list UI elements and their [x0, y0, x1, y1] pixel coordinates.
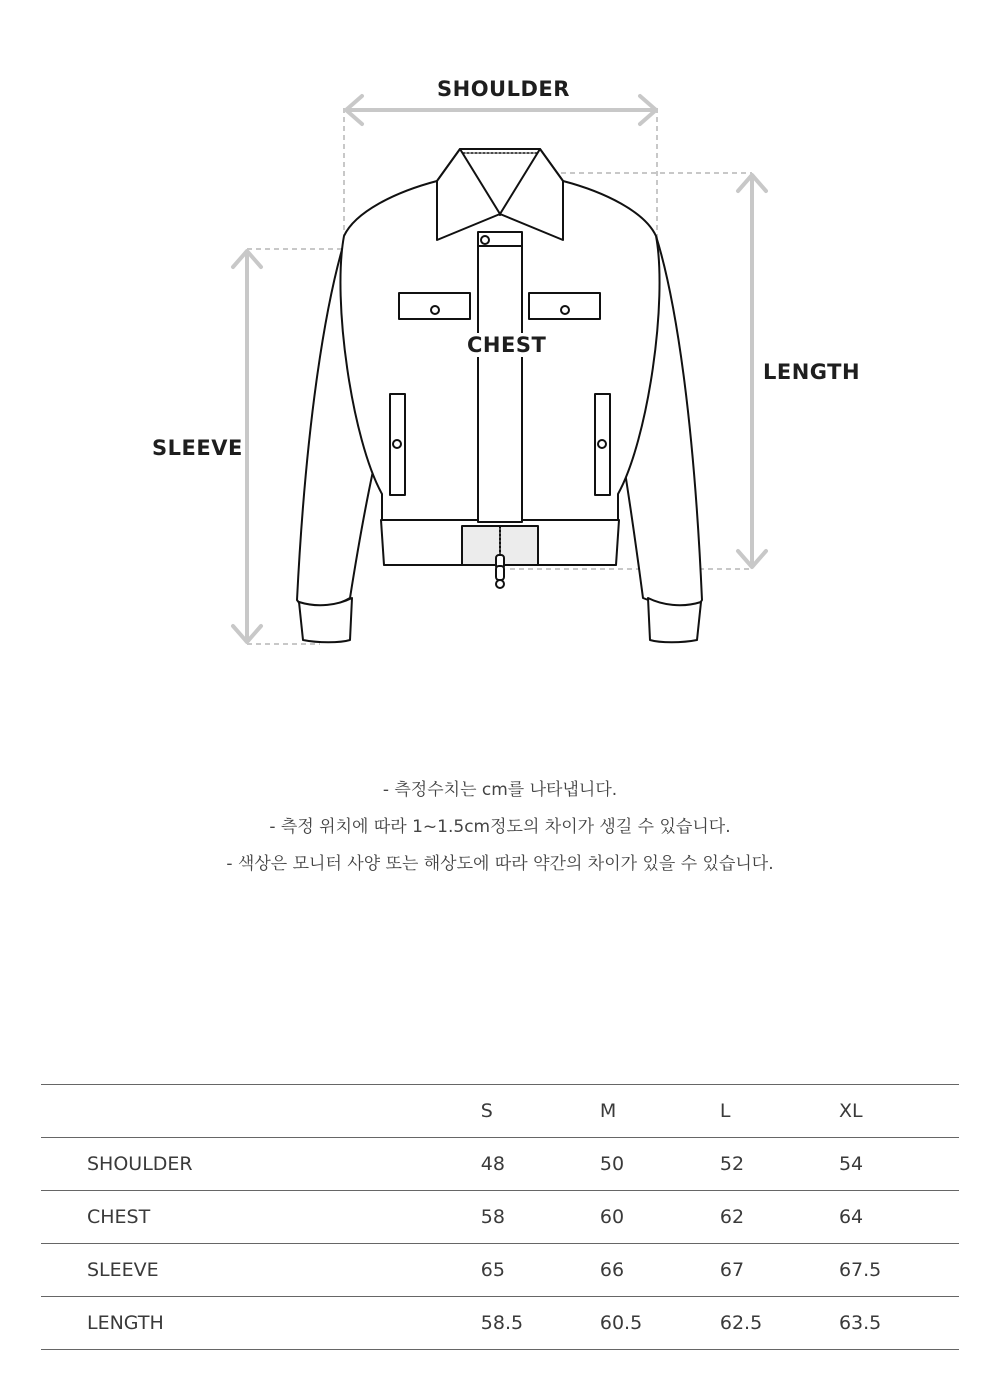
note-color: - 색상은 모니터 사양 또는 해상도에 따라 약간의 차이가 있을 수 있습니다. — [226, 854, 774, 874]
table-cell: 60.5 — [600, 1297, 720, 1350]
table-row — [41, 1297, 959, 1350]
table-cell: 63.5 — [839, 1297, 959, 1350]
table-cell: 48 — [481, 1138, 600, 1191]
table-cell: 65 — [481, 1244, 600, 1297]
measurement-notes — [0, 772, 1000, 883]
table-cell: 67.5 — [839, 1244, 959, 1297]
table-cell: 58 — [481, 1191, 600, 1244]
left-cuff — [299, 598, 352, 642]
zip-placket — [478, 232, 522, 522]
table-row — [41, 1191, 959, 1244]
header-size-l: L — [720, 1085, 839, 1138]
header-size-m: M — [600, 1085, 720, 1138]
table-row — [41, 1138, 959, 1191]
row-label: CHEST — [41, 1191, 481, 1244]
table-cell: 67 — [720, 1244, 839, 1297]
shoulder-label: SHOULDER — [437, 77, 570, 101]
length-label: LENGTH — [763, 360, 861, 384]
header-size-s: S — [481, 1085, 600, 1138]
table-cell: 58.5 — [481, 1297, 600, 1350]
sleeve-label: SLEEVE — [152, 436, 243, 460]
chest-label: CHEST — [463, 333, 550, 357]
jacket-illustration — [297, 149, 702, 642]
header-size-xl: XL — [839, 1085, 959, 1138]
zip-pull-icon — [496, 555, 504, 588]
table-header-row — [41, 1085, 959, 1138]
table-cell: 62.5 — [720, 1297, 839, 1350]
note-unit: - 측정수치는 cm를 나타냅니다. — [382, 780, 618, 800]
table-cell: 66 — [600, 1244, 720, 1297]
header-blank — [41, 1085, 481, 1138]
note-tolerance: - 측정 위치에 따라 1~1.5cm정도의 차이가 생길 수 있습니다. — [269, 817, 731, 837]
length-arrow — [738, 175, 766, 567]
row-label: LENGTH — [41, 1297, 481, 1350]
right-cuff — [648, 598, 701, 642]
table-cell: 62 — [720, 1191, 839, 1244]
table-row — [41, 1244, 959, 1297]
table-cell: 52 — [720, 1138, 839, 1191]
size-table — [41, 1084, 959, 1350]
table-cell: 54 — [839, 1138, 959, 1191]
row-label: SLEEVE — [41, 1244, 481, 1297]
row-label: SHOULDER — [41, 1138, 481, 1191]
table-cell: 50 — [600, 1138, 720, 1191]
table-cell: 64 — [839, 1191, 959, 1244]
table-cell: 60 — [600, 1191, 720, 1244]
